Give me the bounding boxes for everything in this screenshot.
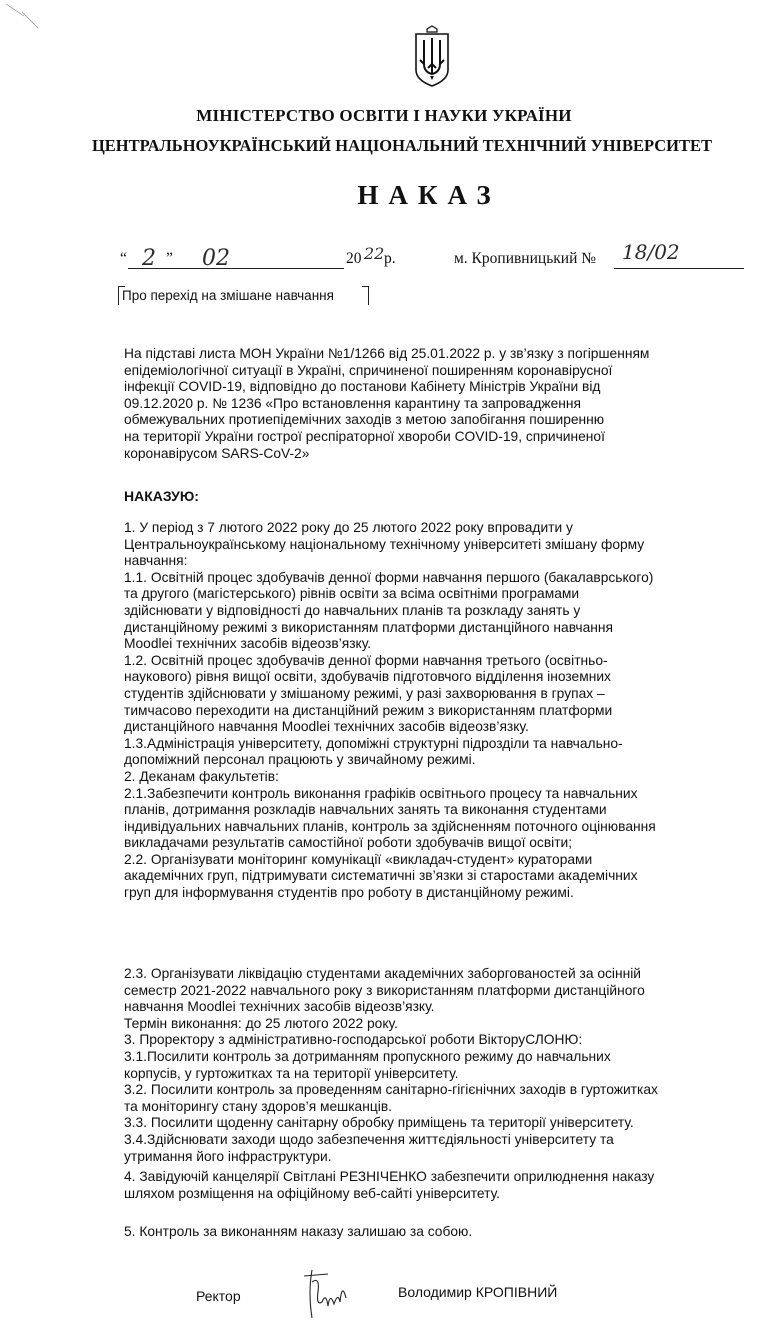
city-and-number-label: м. Кропивницький № — [454, 250, 597, 267]
order-line: 3.4.Здійснювати заходи щодо забезпечення життєдіяльності університету та — [124, 1131, 614, 1147]
order-line: та другого (магістерського) рівнів освіти за всіма освітніми програмами — [124, 586, 580, 602]
order-line: 3. Проректору з адміністративно-господарської роботи ВікторуСЛОНЮ: — [124, 1032, 583, 1048]
preamble-line: коронавірусом SARS-CoV-2» — [124, 445, 310, 461]
handwritten-order-number: 18/02 — [622, 240, 680, 264]
handwritten-day: 2 — [142, 246, 156, 271]
order-line: тимчасово переходити на дистанційний режим з використанням платформи — [124, 702, 613, 718]
preamble-line: інфекції COVID-19, відповідно до постанови Кабінету Міністрів України від — [124, 379, 601, 395]
order-line: Термін виконання: до 25 лютого 2022 року. — [124, 1015, 398, 1031]
order-line: корпусів, у гуртожитках та на території університету. — [124, 1065, 459, 1081]
preamble-line: 09.12.2020 р. № 1236 «Про встановлення карантину та запровадження — [124, 395, 581, 411]
signatory-name: Володимир КРОПІВНИЙ — [398, 1284, 558, 1300]
order-line: утримання його інфраструктури. — [124, 1148, 332, 1164]
order-line: навчання Moodleі технічних засобів відеозв’язку. — [124, 999, 435, 1015]
preamble — [124, 346, 744, 462]
order-line: 1.3.Адміністрація університету, допоміжні структурні підрозділи та навчально- — [124, 735, 623, 751]
order-line: 2. Деканам факультетів: — [124, 768, 279, 784]
order-line: дистанційному режимі з використанням платформи дистанційного навчання — [124, 619, 613, 635]
handwritten-month: 02 — [202, 246, 230, 271]
order-line: 3.1.Посилити контроль за дотриманням пропускного режиму до навчальних — [124, 1048, 611, 1064]
number-underline — [614, 268, 744, 269]
order-line: 2.1.Забезпечити контроль виконання графіків освітнього процесу та навчальних — [124, 785, 638, 801]
preamble-line: На підставі листа МОН України №1/1266 від 25.01.2022 р. у зв’язку з погіршенням — [124, 346, 650, 361]
order-line: здійснювати у відповідності до навчальних планів та розкладу занять у — [124, 602, 581, 618]
subject-bracket-right — [362, 286, 369, 305]
scan-artifact-icon — [4, 2, 44, 32]
order-subject: Про перехід на змішане навчання — [122, 288, 334, 303]
order-line: 3.3. Посилити щоденну санітарну обробку приміщень та території університету. — [124, 1115, 634, 1131]
month-underline — [180, 268, 344, 269]
university-title: ЦЕНТРАЛЬНОУКРАЇНСЬКИЙ НАЦІОНАЛЬНИЙ ТЕХНІЧНИЙ УНІВЕРСИТЕТ — [91, 136, 713, 155]
order-items-part1 — [124, 520, 744, 902]
order-line: 1.1. Освітній процес здобувачів денної форми навчання першого (бакалаврського) — [124, 569, 654, 585]
order-line: індивідуальних навчальних планів, контроль за здійсненням поточного оцінювання — [124, 818, 656, 834]
handwritten-signature-icon — [298, 1262, 358, 1322]
order-line: наукового) рівня вищої освіти, здобувачів підготовчого відділення іноземних — [124, 669, 611, 685]
order-line: шляхом розміщення на офіційному веб-сайті університету. — [124, 1185, 500, 1201]
order-line: 3.2. Посилити контроль за проведенням санітарно-гігієнічних заходів в гуртожитках — [124, 1082, 658, 1098]
handwritten-year: 22 — [364, 244, 385, 263]
order-line: Moodleі технічних засобів відеозв’язку. — [124, 636, 372, 652]
order-line: допоміжний персонал працюють у звичайному режимі. — [124, 752, 476, 768]
order-items-part2 — [124, 966, 744, 1202]
order-line: 4. Завідуючій канцелярії Світлані РЕЗНІЧЕНКО забезпечити оприлюднення наказу — [124, 1169, 655, 1185]
preamble-line: на території України гострої респіраторної хвороби COVID-19, спричиненої — [124, 428, 605, 444]
order-line: академічних груп, підтримувати систематичні зв’язки зі старостами академічних — [124, 868, 638, 884]
order-line: 2.3. Організувати ліквідацію студентами академічних заборгованостей за осінній — [124, 966, 641, 981]
order-line: семестр 2021-2022 навчального року з використанням платформи дистанційного — [124, 982, 645, 998]
date-and-number-line — [118, 240, 758, 276]
order-line: навчання: — [124, 553, 188, 569]
order-line: 1. У період з 7 лютого 2022 року до 25 лютого 2022 року впровадити у — [124, 520, 573, 535]
order-line: груп для інформування студентів про роботу в дистанційному режимі. — [124, 885, 574, 901]
preamble-line: обмежувальних протиепідемічних заходів з метою запобігання поширенню — [124, 412, 605, 428]
quote-open: “ — [120, 250, 127, 267]
order-line: викладачами результатів самостійної роботи здобувачів вищої освіти; — [124, 835, 573, 851]
order-line: студентів здійснювати у змішаному режимі, у разі захворювання в групах – — [124, 685, 605, 701]
ministry-title: МІНІСТЕРСТВО ОСВІТИ І НАУКИ УКРАЇНИ — [196, 106, 572, 125]
order-line: 2.2. Організувати моніторинг комунікації «викладач-студент» кураторами — [124, 851, 593, 867]
document-type-heading: НАКАЗ — [357, 180, 501, 210]
year-mark: р. — [384, 250, 396, 267]
year-prefix: 20 — [346, 250, 362, 267]
day-underline — [128, 268, 180, 269]
order-line: дистанційного навчання Moodleі технічних засобів відеозв’язку. — [124, 719, 529, 735]
preamble-line: епідеміологічної ситуації в Україні, спричиненої поширенням коронавірусної — [124, 362, 613, 378]
order-word: НАКАЗУЮ: — [124, 488, 199, 504]
quote-close: ” — [166, 250, 173, 267]
final-order-item: 5. Контроль за виконанням наказу залишаю за собою. — [124, 1224, 473, 1239]
order-line: та моніторингу стану здоров’я мешканців. — [124, 1098, 392, 1114]
trident-emblem-icon — [412, 24, 452, 88]
order-line: планів, дотримання розкладів навчальних занять та виконання студентами — [124, 802, 607, 818]
order-line: 1.2. Освітній процес здобувачів денної форми навчання третього (освітньо- — [124, 652, 608, 668]
order-line: Центральноукраїнському національному технічному університеті змішану форму — [124, 536, 645, 552]
signatory-title: Ректор — [196, 1288, 241, 1304]
